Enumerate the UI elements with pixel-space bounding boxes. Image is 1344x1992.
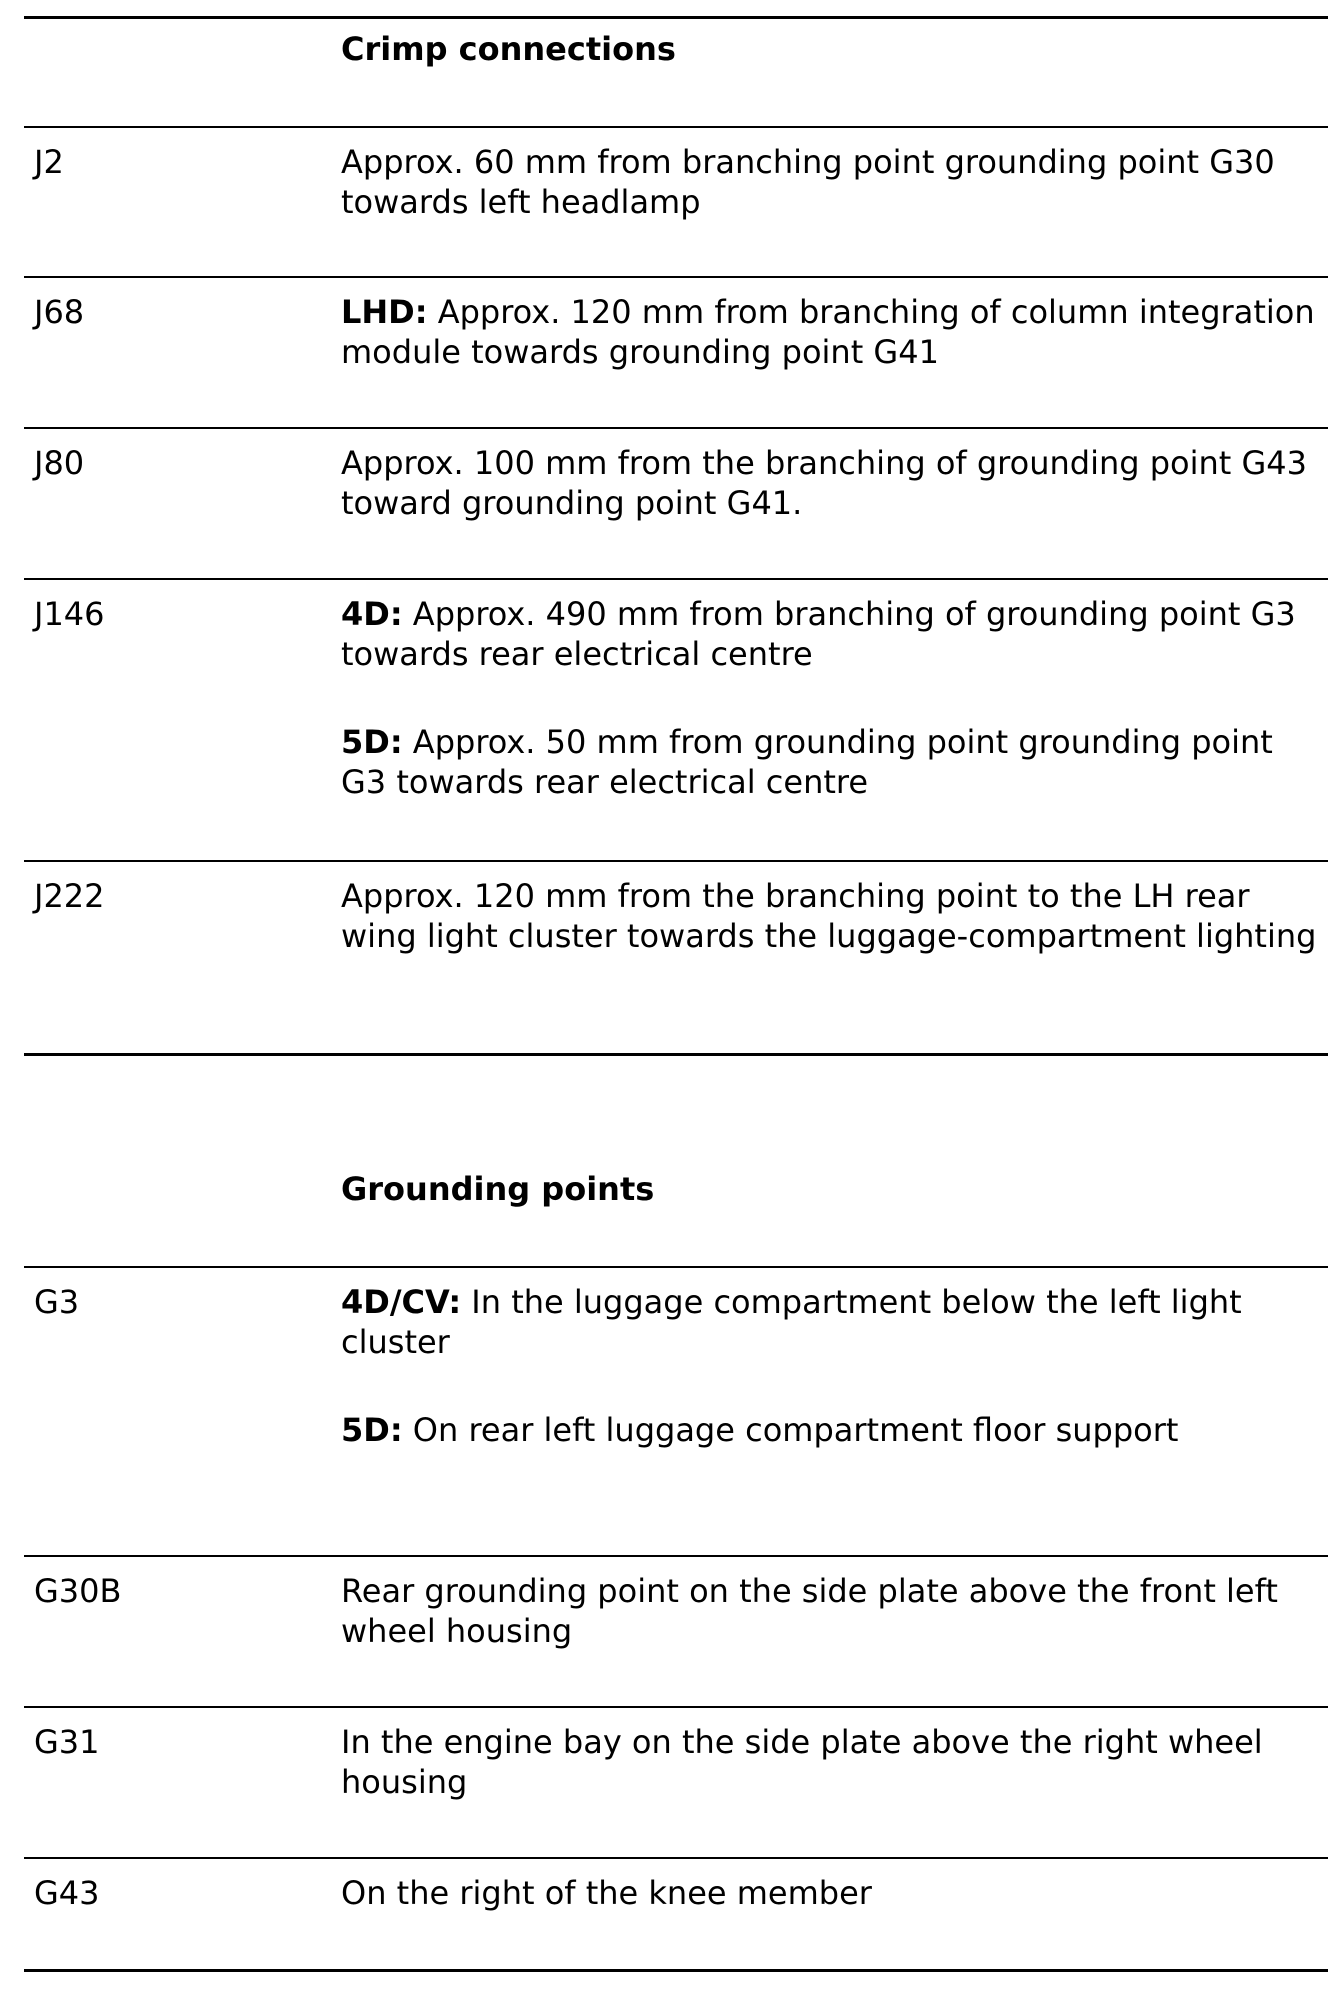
paragraph-lead: LHD:: [341, 293, 428, 331]
row-code: J68: [34, 293, 85, 331]
description-paragraph: [341, 1571, 1320, 1651]
table-row: [24, 276, 1328, 427]
paragraph-text: Rear grounding point on the side plate above the front left wheel housing: [341, 1572, 1278, 1650]
row-description: [341, 1708, 1328, 1857]
section-crimp-connections: [24, 16, 1328, 1053]
table-row: [24, 427, 1328, 578]
row-code: G30B: [34, 1572, 122, 1610]
paragraph-text: In the luggage compartment below the left light cluster: [341, 1283, 1242, 1361]
row-description: [341, 278, 1328, 427]
paragraph-text: Approx. 60 mm from branching point grounding point G30 towards left headlamp: [341, 143, 1275, 221]
document: [24, 16, 1328, 1972]
paragraph-text: Approx. 100 mm from the branching of grounding point G43 toward grounding point G41.: [341, 444, 1308, 522]
row-description: [341, 580, 1328, 860]
paragraph-text: On rear left luggage compartment floor support: [402, 1411, 1179, 1449]
section-title: Grounding points: [341, 1170, 655, 1208]
paragraph-lead: 5D:: [341, 723, 403, 761]
paragraph-text: On the right of the knee member: [341, 1874, 872, 1912]
description-paragraph: [341, 1722, 1320, 1802]
row-description: [341, 429, 1328, 578]
section-title: Crimp connections: [341, 30, 676, 68]
table-row: [24, 1555, 1328, 1706]
row-code: J222: [34, 877, 105, 915]
description-paragraph: [341, 443, 1320, 523]
table-row: [24, 1706, 1328, 1857]
paragraph-text: In the engine bay on the side plate above the right wheel housing: [341, 1723, 1263, 1801]
row-description: [341, 1557, 1328, 1706]
row-code: J2: [34, 143, 64, 181]
description-paragraph: [341, 1873, 1320, 1913]
row-description: [341, 128, 1328, 276]
description-paragraph: [341, 292, 1320, 372]
paragraph-text: Approx. 120 mm from branching of column integration module towards grounding point G41: [341, 293, 1315, 371]
table-row: [24, 578, 1328, 860]
row-code: G3: [34, 1283, 80, 1321]
description-paragraph: [341, 876, 1320, 956]
paragraph-lead: 4D/CV:: [341, 1283, 462, 1321]
row-code: J146: [34, 595, 105, 633]
description-paragraph: [341, 142, 1320, 222]
row-description: [341, 1859, 1328, 1969]
paragraph-lead: 5D:: [341, 1411, 403, 1449]
paragraph-text: Approx. 120 mm from the branching point to the LH rear wing light cluster towards the luggage-compartment lighting: [341, 877, 1317, 955]
description-paragraph: [341, 594, 1320, 674]
paragraph-lead: 4D:: [341, 595, 403, 633]
row-code: G43: [34, 1874, 100, 1912]
row-description: [341, 1268, 1328, 1555]
description-paragraph: [341, 722, 1320, 802]
table-row: [24, 1857, 1328, 1969]
row-code: G31: [34, 1723, 100, 1761]
section-grounding-points: [24, 1053, 1328, 1972]
row-description: [341, 862, 1328, 1053]
description-paragraph: [341, 1282, 1320, 1362]
paragraph-text: Approx. 50 mm from grounding point grounding point G3 towards rear electrical centre: [341, 723, 1273, 801]
table-row: [24, 860, 1328, 1053]
table-row: [24, 126, 1328, 276]
description-paragraph: [341, 1410, 1320, 1450]
paragraph-text: Approx. 490 mm from branching of grounding point G3 towards rear electrical centre: [341, 595, 1296, 673]
table-row: [24, 1266, 1328, 1555]
row-code: J80: [34, 444, 85, 482]
